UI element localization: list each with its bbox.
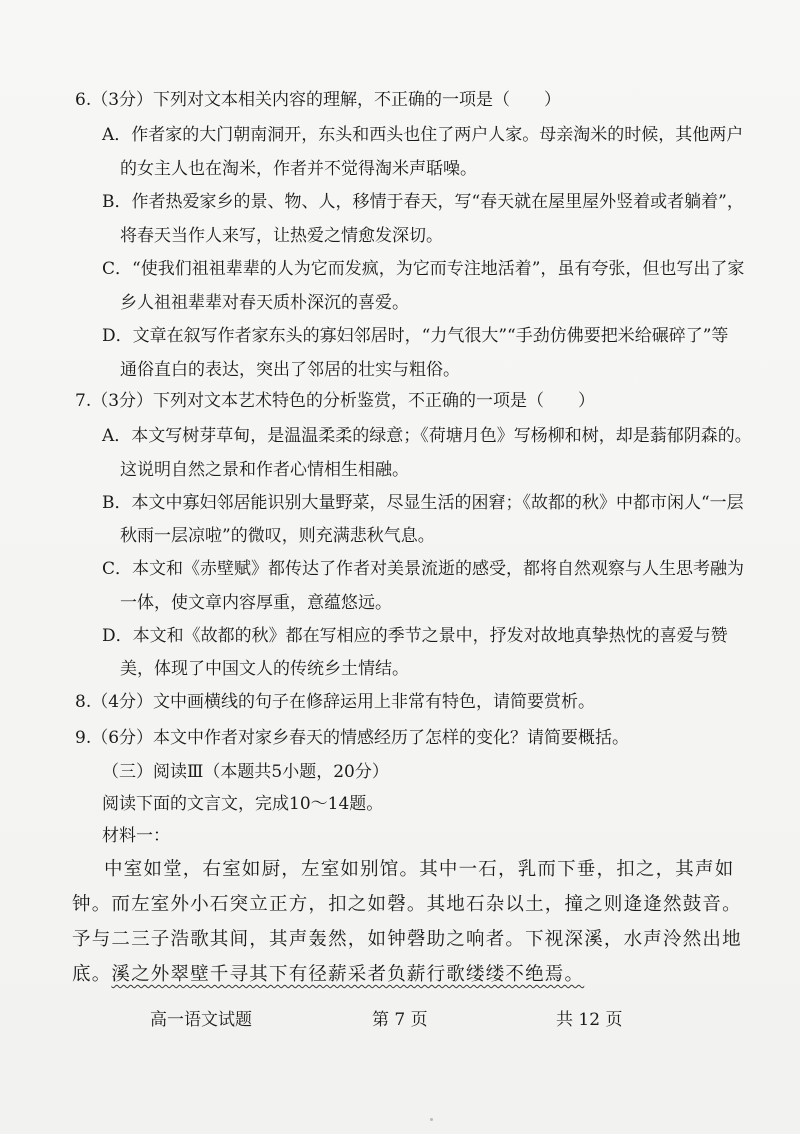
footer-page-number: 第 7 页: [372, 1010, 428, 1030]
material-1-label: 材料一：: [102, 826, 170, 846]
question-6-option-a-cont: 的女主人也在淘米，作者并不觉得淘米声聒噪。: [120, 159, 477, 179]
classical-text-line-3: 予与二三子浩歌其间，其声轰然，如钟磬助之响者。下视深溪，水声泠然出地: [72, 929, 742, 950]
question-6-option-d: D．文章在叙写作者家东头的寡妇邻居时，“力气很大”“手劲仿佛要把米给碾碎了”等: [102, 326, 729, 346]
classical-text-line-2: 钟。而左室外小石突立正方，扣之如磬。其地石杂以土，撞之则逄逄然鼓音。: [72, 894, 742, 915]
question-7-option-c-cont: 一体，使文章内容厚重，意蕴悠远。: [120, 593, 392, 613]
question-8: 8.（4分）文中画横线的句子在修辞运用上非常有特色，请简要赏析。: [75, 692, 596, 712]
question-7-option-d-cont: 美，体现了中国文人的传统乡土情结。: [120, 659, 409, 679]
footer-total-pages: 共 12 页: [556, 1010, 623, 1030]
question-7-option-a-cont: 这说明自然之景和作者心情相生相融。: [120, 460, 409, 480]
classical-text-line-4-start: 底。: [72, 964, 112, 985]
question-6-stem: 6.（3分）下列对文本相关内容的理解，不正确的一项是（ ）: [75, 90, 562, 110]
question-6-option-b-cont: 将春天当作人来写，让热爱之情愈发深切。: [120, 226, 443, 246]
question-6-option-b: B．作者热爱家乡的景、物、人，移情于春天，写“春天就在屋里屋外竖着或者躺着”，: [102, 192, 744, 212]
question-6-option-a: A．作者家的大门朝南洞开，东头和西头也住了两户人家。母亲淘米的时候，其他两户: [102, 125, 744, 145]
question-6-option-c-cont: 乡人祖祖辈辈对春天质朴深沉的喜爱。: [120, 293, 409, 313]
question-7-stem: 7.（3分）下列对文本艺术特色的分析鉴赏，不正确的一项是（ ）: [75, 391, 596, 411]
classical-text-line-4: [72, 962, 584, 988]
question-7-option-d: D．本文和《故都的秋》都在写相应的季节之景中，抒发对故地真挚热忱的喜爱与赞: [102, 626, 728, 646]
question-6-option-d-cont: 通俗直白的表达，突出了邻居的壮实与粗俗。: [120, 360, 460, 380]
underlined-sentence: 溪之外翠壁千寻其下有径薪采者负薪行歌缕缕不绝焉。: [111, 964, 585, 985]
question-7-option-b-cont: 秋雨一层凉啦”的微叹，则充满悲秋气息。: [120, 526, 435, 546]
question-7-option-a: A．本文写树芽草甸，是温温柔柔的绿意；《荷塘月色》写杨柳和树，却是蓊郁阴森的。: [102, 426, 752, 446]
footer-subject: 高一语文试题: [150, 1010, 252, 1030]
question-9: 9.（6分）本文中作者对家乡春天的情感经历了怎样的变化？请简要概括。: [75, 728, 630, 748]
classical-text-line-1: 中室如堂，右室如厨，左室如别馆。其中一石，乳而下垂，扣之，其声如: [104, 859, 735, 880]
question-6-option-c: C．“使我们祖祖辈辈的人为它而发疯，为它而专注地活着”，虽有夸张，但也写出了家: [102, 259, 745, 279]
question-7-option-c: C．本文和《赤壁赋》都传达了作者对美景流逝的感受，都将自然观察与人生思考融为: [102, 559, 745, 579]
scan-speck: [430, 1118, 433, 1121]
section-3-instruction: 阅读下面的文言文，完成10～14题。: [102, 794, 384, 814]
question-7-option-b: B．本文中寡妇邻居能识别大量野菜，尽显生活的困窘；《故都的秋》中都市闲人“一层: [102, 493, 744, 513]
section-3-heading: （三）阅读Ⅲ（本题共5小题，20分）: [102, 762, 389, 782]
